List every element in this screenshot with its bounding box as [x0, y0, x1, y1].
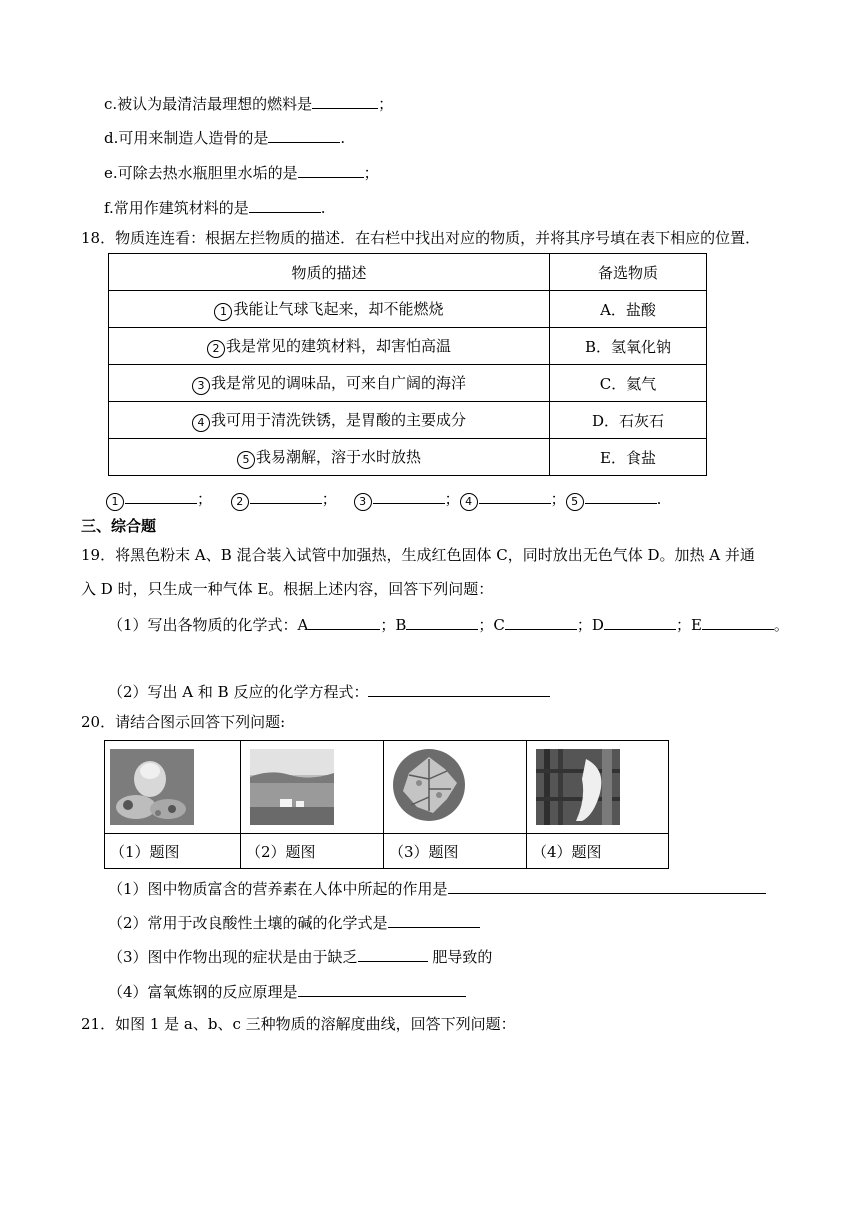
q20-stem: 20．请结合图示回答下列问题:	[81, 713, 286, 731]
answer-blank[interactable]	[406, 613, 478, 630]
answer-blank[interactable]	[125, 487, 197, 504]
answer-blank[interactable]	[585, 487, 657, 504]
option-cell: B．氢氧化钠	[550, 328, 707, 365]
option-cell: A．盐酸	[550, 291, 707, 328]
description-cell: 1 我能让气球飞起来，却不能燃烧	[109, 291, 550, 328]
circled-number: 4	[192, 414, 210, 432]
description-cell: 5 我易潮解，溶于水时放热	[109, 439, 550, 476]
circled-number: 1	[214, 303, 232, 321]
figure-cell-2	[241, 741, 384, 834]
table-row	[109, 291, 707, 328]
q20-part1: （1）图中物质富含的营养素在人体中所起的作用是	[108, 877, 766, 899]
description-cell: 3 我是常见的调味品，可来自广阔的海洋	[109, 365, 550, 402]
answer-blank[interactable]	[249, 196, 321, 213]
q19-stem-line2: 入 D 时，只生成一种气体 E。根据上述内容，回答下列问题：	[81, 580, 494, 598]
circled-number: 1	[106, 493, 124, 511]
answer-blank[interactable]	[298, 980, 466, 997]
description-cell: 4 我可用于清洗铁锈，是胃酸的主要成分	[109, 402, 550, 439]
figure-caption-2: （2）题图	[241, 834, 384, 869]
circled-number: 3	[354, 493, 372, 511]
field-landscape-image	[246, 749, 338, 825]
answer-blank[interactable]	[268, 126, 340, 143]
figure-cell-4	[527, 741, 669, 834]
figure-table	[104, 740, 669, 869]
food-photo-image	[110, 749, 194, 825]
header-options: 备选物质	[550, 254, 707, 291]
circled-number: 5	[566, 493, 584, 511]
caption-row	[105, 834, 669, 869]
figure-cell-3	[384, 741, 527, 834]
section-title: 三、综合题	[81, 517, 157, 535]
option-cell: D．石灰石	[550, 402, 707, 439]
q17-item-d: d.可用来制造人造骨的是 .	[104, 126, 345, 148]
q20-part2: （2）常用于改良酸性土壤的碱的化学式是	[108, 911, 480, 933]
answer-blank[interactable]	[298, 161, 364, 178]
circled-number: 3	[192, 377, 210, 395]
matching-table	[108, 253, 707, 476]
q20-part4: （4）富氧炼钢的反应原理是	[108, 980, 466, 1002]
circled-number: 2	[207, 340, 225, 358]
q17-item-c: c.被认为最清洁最理想的燃料是 ；	[104, 92, 393, 114]
answer-blank[interactable]	[358, 945, 428, 962]
table-row	[109, 328, 707, 365]
circled-number: 4	[460, 493, 478, 511]
answer-blank[interactable]	[373, 487, 445, 504]
q17-item-f: f.常用作建筑材料的是 .	[104, 196, 326, 218]
answer-blank[interactable]	[250, 487, 322, 504]
answer-blank[interactable]	[702, 613, 774, 630]
answer-blank[interactable]	[604, 613, 676, 630]
table-row	[109, 365, 707, 402]
q21-stem: 21．如图 1 是 a、b、c 三种物质的溶解度曲线，回答下列问题：	[81, 1015, 516, 1033]
option-cell: E．食盐	[550, 439, 707, 476]
q19-stem-line1: 19．将黑色粉末 A、B 混合装入试管中加强热，生成红色固体 C，同时放出无色气体 D。加热 A 并通	[81, 546, 755, 564]
header-description: 物质的描述	[109, 254, 550, 291]
q19-part1: （1）写出各物质的化学式：A ；B ；C ；D ；E 。	[108, 613, 789, 635]
table-header-row	[109, 254, 707, 291]
option-cell: C．氦气	[550, 365, 707, 402]
diseased-leaf-image	[389, 749, 473, 825]
figure-caption-4: （4）题图	[527, 834, 669, 869]
q19-part2: （2）写出 A 和 B 反应的化学方程式：	[108, 680, 550, 702]
description-cell: 2 我是常见的建筑材料，却害怕高温	[109, 328, 550, 365]
figure-row	[105, 741, 669, 834]
steel-making-image	[532, 749, 624, 825]
q18-answer-line: 1 ； 2 ； 3 ； 4 ； 5 .	[106, 487, 661, 511]
answer-blank[interactable]	[308, 613, 380, 630]
answer-blank[interactable]	[388, 911, 480, 928]
q17-item-e: e.可除去热水瓶胆里水垢的是 ；	[104, 161, 379, 183]
figure-caption-1: （1）题图	[105, 834, 241, 869]
answer-blank[interactable]	[312, 92, 378, 109]
table-row	[109, 439, 707, 476]
answer-blank[interactable]	[368, 680, 550, 697]
answer-blank[interactable]	[448, 877, 766, 894]
q20-part3: （3）图中作物出现的症状是由于缺乏 肥导致的	[108, 945, 492, 967]
circled-number: 5	[237, 451, 255, 469]
figure-caption-3: （3）题图	[384, 834, 527, 869]
figure-cell-1	[105, 741, 241, 834]
answer-blank[interactable]	[505, 613, 577, 630]
answer-blank[interactable]	[479, 487, 551, 504]
circled-number: 2	[231, 493, 249, 511]
q18-stem: 18．物质连连看：根据左拦物质的描述．在右栏中找出对应的物质，并将其序号填在表下相应的位置．	[81, 229, 761, 247]
table-row	[109, 402, 707, 439]
